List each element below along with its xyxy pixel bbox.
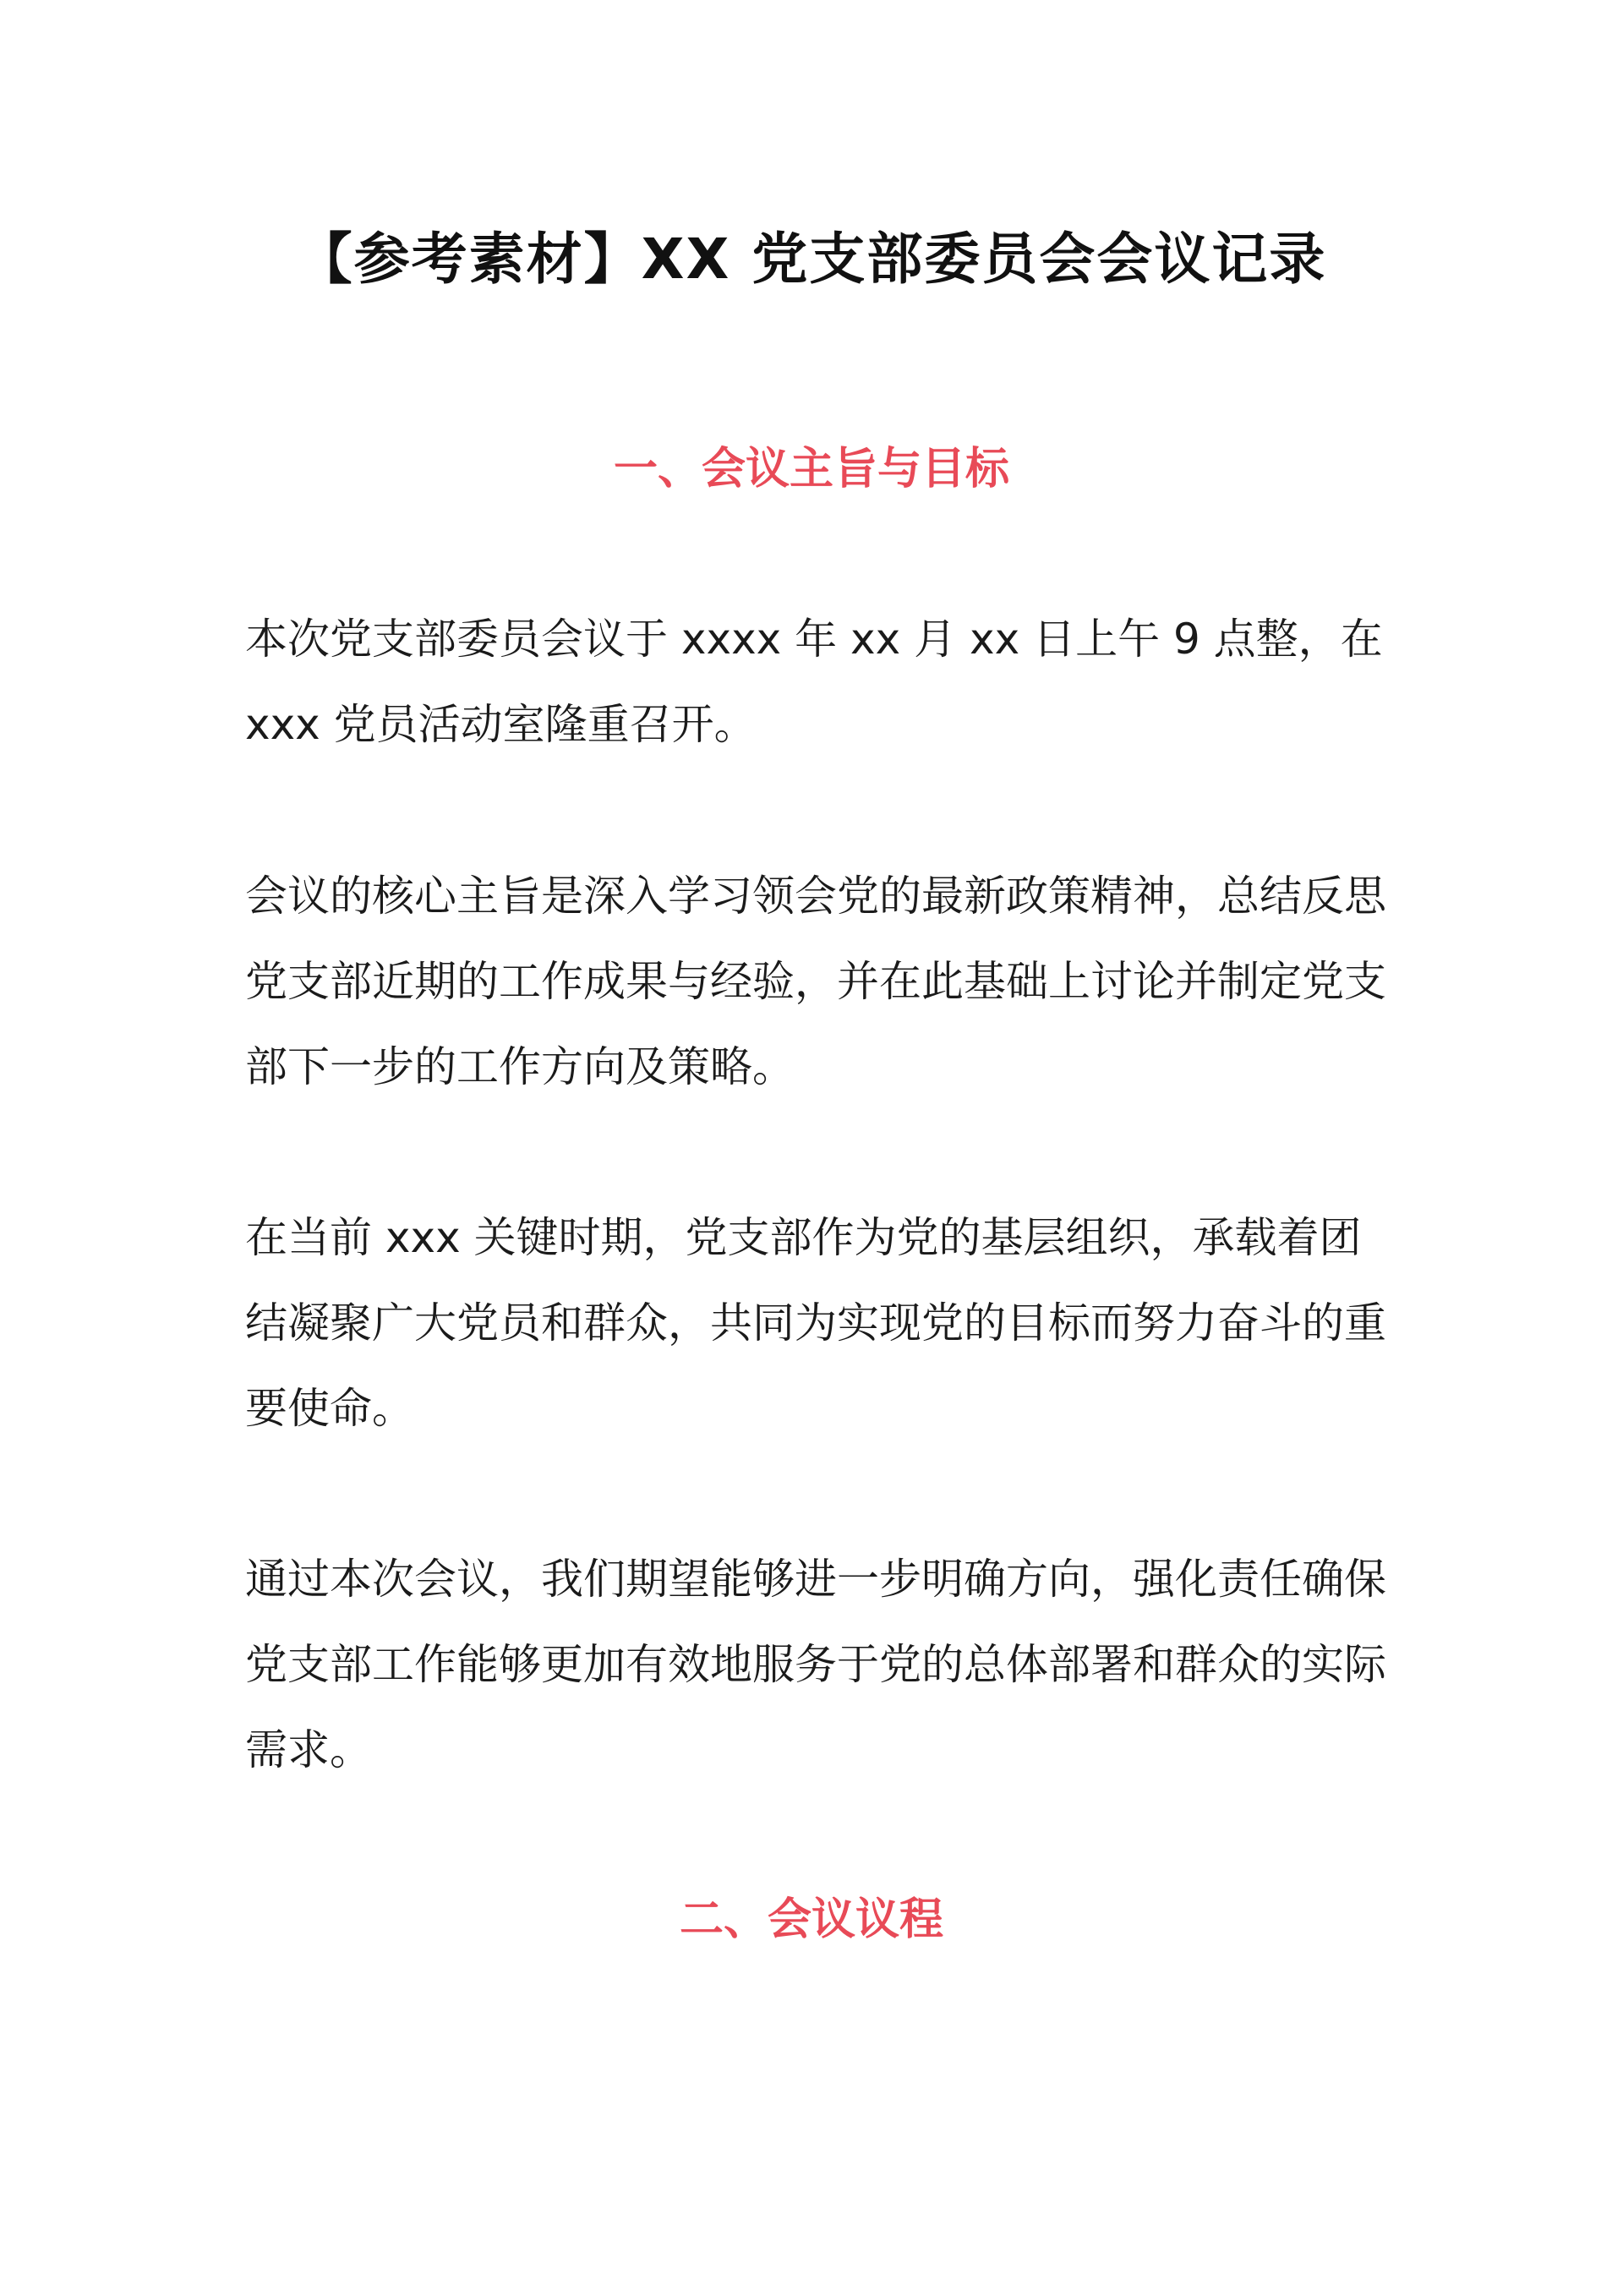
section-heading-2: 二、会议议程 bbox=[679, 1894, 943, 1945]
section-heading-1: 一、会议主旨与目标 bbox=[613, 444, 1009, 495]
paragraph-4: 通过本次会议，我们期望能够进一步明确方向，强化责任确保党支部工作能够更加有效地服务于党的总体部署和群众的实际需求。 bbox=[245, 1555, 1386, 1774]
paragraph-2: 会议的核心主旨是深入学习领会党的最新政策精神，总结反思党支部近期的工作成果与经验，并在此基础上讨论并制定党支部下一步的工作方向及策略。 bbox=[245, 872, 1386, 1091]
paragraph-1: 本次党支部委员会议于 xxxx 年 xx 月 xx 日上午 9 点整，在 xxx 党员活动室隆重召开。 bbox=[245, 615, 1383, 749]
paragraph-3: 在当前 xxx 关键时期，党支部作为党的基层组织，承载着团结凝聚广大党员和群众，共同为实现党的目标而努力奋斗的重要使命。 bbox=[245, 1213, 1386, 1433]
document-title: 【参考素材】XX 党支部委员会会议记录 bbox=[296, 227, 1327, 292]
